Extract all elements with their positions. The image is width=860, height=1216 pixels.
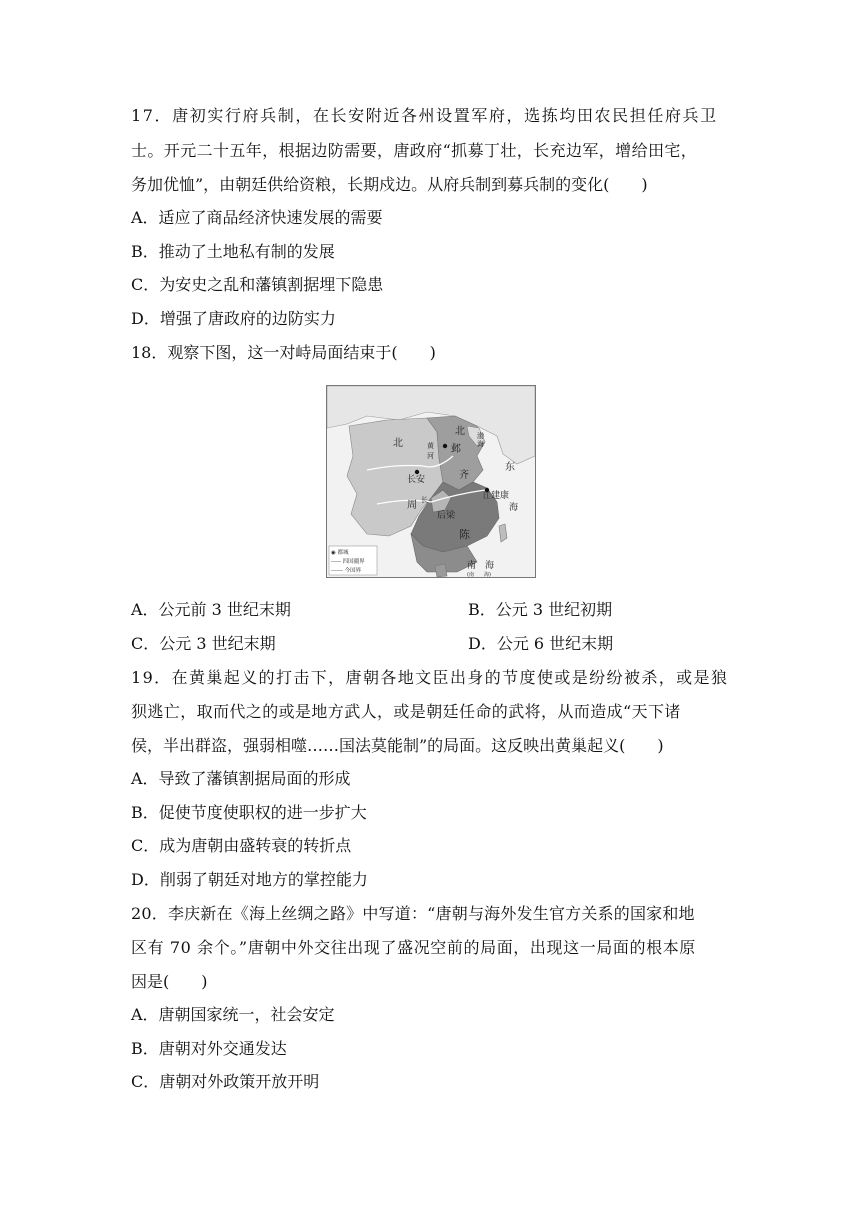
q18-option-c[interactable]: C．公元 3 世纪末期 xyxy=(131,634,276,653)
map-label-nan: 南 xyxy=(467,561,477,571)
map-legend-border: ----- 四国疆界 xyxy=(331,559,365,565)
q17-option-b[interactable]: B．推动了土地私有制的发展 xyxy=(131,242,335,261)
map-legend-capital: ◉ 都城 xyxy=(331,550,349,556)
q18-stem: 18．观察下图，这一对峙局面结束于( ) xyxy=(131,343,436,362)
map-label-he: 河 xyxy=(427,452,434,460)
map-label-qi: 齐 xyxy=(459,470,469,481)
map-label-bei-2: 北 xyxy=(455,426,465,437)
map-label-nanhai-small: (南 海) xyxy=(467,572,491,577)
map-label-dong: 东 xyxy=(505,462,515,473)
map-label-hai-3: 海 xyxy=(485,561,495,571)
q20-stem-line-2: 区有 70 余个。”唐朝中外交往出现了盛况空前的局面，出现这一局面的根本原 xyxy=(131,938,696,957)
q17-option-c[interactable]: C．为安史之乱和藩镇割据埋下隐患 xyxy=(131,275,384,294)
q17-stem-line-1: 17．唐初实行府兵制，在长安附近各州设置军府，选拣均田农民担任府兵卫 xyxy=(131,106,718,125)
map-label-hai-2: 海 xyxy=(509,503,519,513)
map-label-houliang: 后梁 xyxy=(437,511,456,521)
q20-option-c[interactable]: C．唐朝对外政策开放开明 xyxy=(131,1072,320,1091)
q20-option-b[interactable]: B．唐朝对外交通发达 xyxy=(131,1039,287,1058)
q17-option-d[interactable]: D．增强了唐政府的边防实力 xyxy=(131,309,336,328)
map-label-changan: 长安 xyxy=(407,475,426,485)
q19-option-d[interactable]: D．削弱了朝廷对地方的掌控能力 xyxy=(131,870,368,889)
map-label-jiang: 江 xyxy=(483,492,490,500)
map-figure xyxy=(327,386,535,577)
historical-map xyxy=(326,385,536,578)
q19-option-a[interactable]: A．导致了藩镇割据局面的形成 xyxy=(131,769,351,788)
map-label-hai-1: 海 xyxy=(477,440,484,448)
q20-option-a[interactable]: A．唐朝国家统一，社会安定 xyxy=(131,1005,335,1024)
q20-stem-line-1: 20．李庆新在《海上丝绸之路》中写道：“唐朝与海外发生官方关系的国家和地 xyxy=(131,904,695,923)
q19-stem-line-2: 狈逃亡，取而代之的或是地方武人，或是朝廷任命的武将，从而造成“天下诸 xyxy=(131,702,681,721)
map-label-ye: 邺 xyxy=(451,444,461,455)
map-legend-modern-border: ------ 今国界 xyxy=(331,568,362,574)
q18-option-b[interactable]: B．公元 3 世纪初期 xyxy=(468,600,613,619)
q18-option-d[interactable]: D．公元 6 世纪末期 xyxy=(468,634,614,653)
map-label-jiankang: 建康 xyxy=(491,491,510,501)
q19-stem-line-1: 19．在黄巢起义的打击下，唐朝各地文臣出身的节度使或是纷纷被杀，或是狼 xyxy=(131,668,729,687)
q19-option-c[interactable]: C．成为唐朝由盛转衰的转折点 xyxy=(131,836,352,855)
map-label-bo: 渤 xyxy=(477,432,484,440)
q17-stem-line-3: 务加优恤”，由朝廷供给资粮，长期戍边。从府兵制到募兵制的变化( ) xyxy=(131,175,648,194)
map-label-zhou: 周 xyxy=(407,500,417,511)
map-label-chen: 陈 xyxy=(459,528,470,541)
q19-stem-line-3: 侯，半出群盗，强弱相噬……国法莫能制”的局面。这反映出黄巢起义( ) xyxy=(131,736,664,755)
map-label-chang: 长 xyxy=(421,496,428,504)
q19-option-b[interactable]: B．促使节度使职权的进一步扩大 xyxy=(131,803,367,822)
map-label-huang: 黄 xyxy=(427,442,434,450)
map-label-bei-1: 北 xyxy=(393,438,403,449)
q18-option-a[interactable]: A．公元前 3 世纪末期 xyxy=(131,600,291,619)
q17-option-a[interactable]: A．适应了商品经济快速发展的需要 xyxy=(131,208,383,227)
q17-stem-line-2: 士。开元二十五年，根据边防需要，唐政府“抓募丁壮，长充边军，增给田宅， xyxy=(131,141,698,160)
q20-stem-line-3: 因是( ) xyxy=(131,972,208,991)
